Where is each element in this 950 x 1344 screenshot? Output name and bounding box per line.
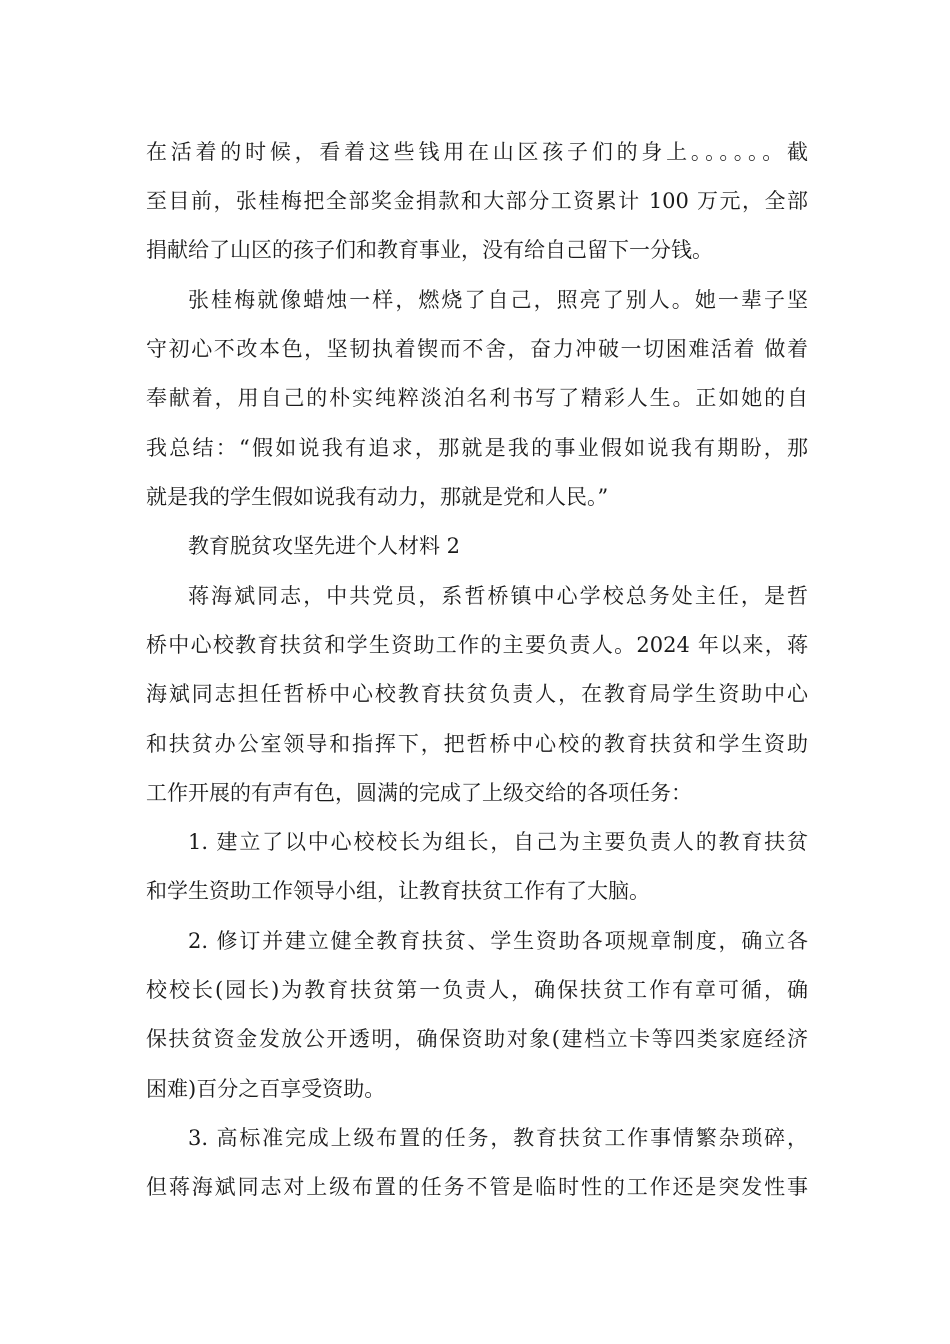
text-line: 张桂梅就像蜡烛一样，燃烧了自己，照亮了别人。她一辈子坚	[188, 288, 808, 312]
text-line: 保扶贫资金发放公开透明，确保资助对象(建档立卡等四类家庭经济	[146, 1027, 808, 1052]
list-item-1	[146, 818, 808, 916]
list-item-2	[146, 917, 808, 1114]
text-line: 桥中心校教育扶贫和学生资助工作的主要负责人。2024 年以来，蒋	[146, 633, 808, 658]
text-line: 捐献给了山区的孩子们和教育事业，没有给自己留下一分钱。	[146, 238, 713, 263]
text-line: 和学生资助工作领导小组，让教育扶贫工作有了大脑。	[146, 879, 650, 904]
paragraph-zhang-guimei-summary	[146, 276, 808, 522]
text-line: 守初心不改本色，坚韧执着锲而不舍，奋力冲破一切困难活着 做着	[146, 337, 808, 362]
text-line: 1. 建立了以中心校校长为组长，自己为主要负责人的教育扶贫	[188, 830, 808, 854]
text-line: 我总结：“假如说我有追求，那就是我的事业假如说我有期盼，那	[146, 435, 808, 460]
list-item-3	[146, 1114, 808, 1212]
paragraph-jiang-haibin-intro	[146, 572, 808, 818]
heading-text: 教育脱贫攻坚先进个人材料 2	[188, 534, 461, 558]
text-line: 2. 修订并建立健全教育扶贫、学生资助各项规章制度，确立各	[188, 929, 808, 953]
text-line: 在活着的时候，看着这些钱用在山区孩子们的身上。。。。。。截	[146, 140, 808, 164]
text-line: 但蒋海斌同志对上级布置的任务不管是临时性的工作还是突发性事	[146, 1175, 808, 1200]
text-line: 3. 高标准完成上级布置的任务，教育扶贫工作事情繁杂琐碎，	[188, 1126, 808, 1150]
text-line: 海斌同志担任哲桥中心校教育扶贫负责人，在教育局学生资助中心	[146, 682, 808, 707]
text-line: 至目前，张桂梅把全部奖金捐款和大部分工资累计 100 万元，全部	[146, 189, 808, 214]
text-line: 校校长(园长)为教育扶贫第一负责人，确保扶贫工作有章可循，确	[146, 978, 808, 1003]
text-line: 困难)百分之百享受资助。	[146, 1076, 386, 1101]
text-line: 蒋海斌同志，中共党员，系哲桥镇中心学校总务处主任，是哲	[188, 584, 808, 608]
section-heading	[146, 522, 808, 571]
text-line: 就是我的学生假如说我有动力，那就是党和人民。”	[146, 484, 609, 509]
paragraph-continuation	[146, 128, 808, 276]
text-line: 奉献着，用自己的朴实纯粹淡泊名利书写了精彩人生。正如她的自	[146, 386, 808, 411]
text-line: 工作开展的有声有色，圆满的完成了上级交给的各项任务：	[146, 780, 692, 805]
text-line: 和扶贫办公室领导和指挥下，把哲桥中心校的教育扶贫和学生资助	[146, 731, 808, 756]
